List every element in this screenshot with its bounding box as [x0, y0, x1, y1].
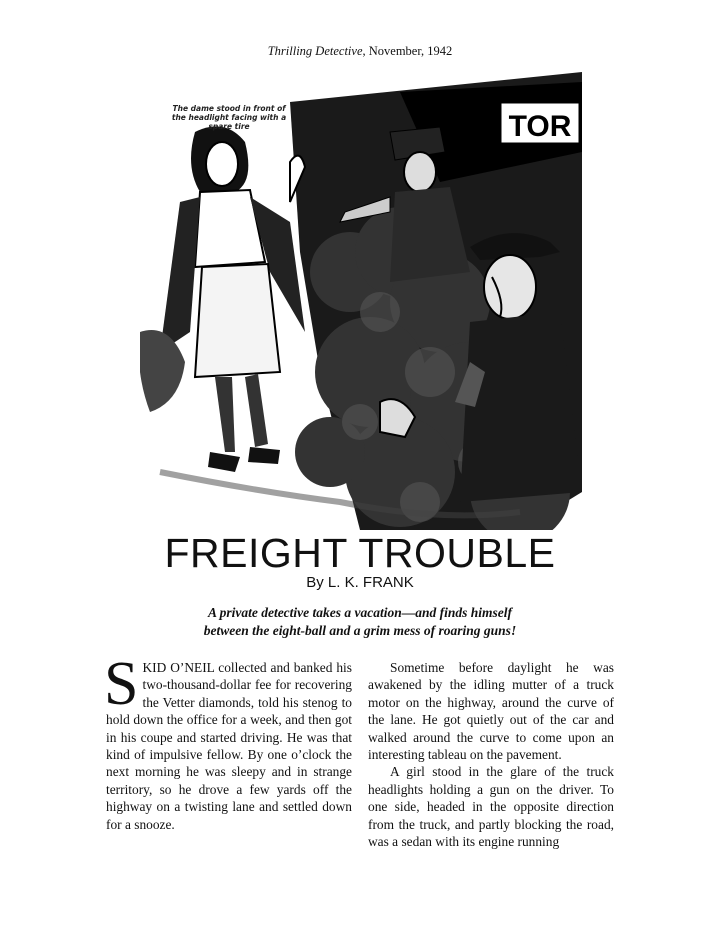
- story-deck: [0, 604, 720, 640]
- running-head: [0, 44, 720, 59]
- deck-line-1: A private detective takes a vacation—and finds himself: [207, 605, 513, 620]
- paragraph-1: KID O’NEIL collected and banked his two-thousand-dollar fee for recovering the Vetter diamonds, told his stenog to hold down the office for a week, and then got in his coupe and started driving. He was that kind of impulsive fellow. By one o’clock the next morning he was sleepy and in strange territory, so he drove a few yards off the highway on a twisting lane and settled down for a snooze.: [106, 660, 352, 832]
- body-column-2: [368, 659, 614, 850]
- woman-figure: [140, 126, 305, 472]
- drop-cap: S: [104, 650, 139, 718]
- paragraph-2: Sometime before daylight he was awakened by the idling mutter of a truck motor on the highway, around the curve of the lane. He got quietly out of the car and walked around the curve to come upon an interesting tableau on the pavement.: [368, 660, 614, 763]
- story-illustration: [140, 72, 582, 530]
- byline: By L. K. FRANK: [306, 574, 414, 591]
- body-column-1: [104, 650, 352, 833]
- truck-sign-text: TOR: [508, 110, 572, 143]
- deck-line-2: between the eight-ball and a grim mess of roaring guns!: [203, 623, 517, 638]
- paragraph-3: A girl stood in the glare of the truck headlights holding a gun on the driver. To one side, headed in the opposite direction from the truck, and partly blocking the road, was a sedan with its engine running: [368, 764, 614, 850]
- illustration-caption: The dame stood in front of the headlight facing with a spare tire: [171, 104, 287, 131]
- issue-date: , November, 1942: [362, 44, 453, 58]
- story-title: FREIGHT TROUBLE: [164, 530, 556, 576]
- publication-name: Thrilling Detective: [267, 44, 363, 58]
